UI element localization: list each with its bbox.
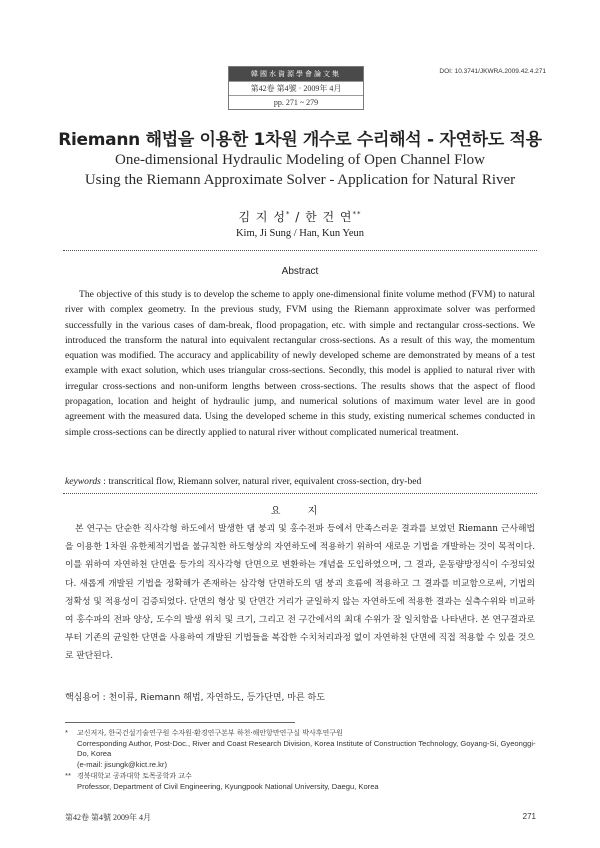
- footnote-2-mark: **: [65, 771, 71, 780]
- author-2-mark: **: [352, 210, 362, 218]
- yoji-heading: 요 지: [270, 506, 330, 517]
- doi: DOI: 10.3741/JKWRA.2009.42.4.271: [439, 68, 546, 75]
- footer-issue: 第42卷 第4號 2009年 4月: [65, 813, 151, 822]
- footnote-1-email: (e-mail: jisungk@kict.re.kr): [77, 759, 167, 769]
- title-english-line1: One-dimensional Hydraulic Modeling of Open Channel Flow: [115, 152, 485, 168]
- title-english-line2: Using the Riemann Approximate Solver - Application for Natural River: [84, 172, 516, 188]
- keywords-label: keywords: [65, 476, 101, 487]
- yoji-text: 본 연구는 단순한 직사각형 하도에서 발생한 댐 붕괴 및 홍수전파 등에서 만족스러운 결과를 보였던 Riemann 근사해법을 이용한 1차원 유한체적기법을 불규칙한 하도형상의 자연하도에 적용하기 위하여 새로운 기법을 개발하는 것이 목적이다. 이를 위하여 자연하천 단면을 등가의 직사각형 단면으로 변환하는 개념을 도입하였으며, 그 결과, 운동량방정식이 수정되었다. 새롭게 개발된 기법을 정확해가 존재하는 삼각형 단면하도의 댐 붕괴 흐름에 적용하고 그 결과를 비교함으로써, 기법의 정확성 및 적용성이 검증되었다. 단면의 형상 및 단면간 거리가 균일하지 않는 자연하도에 적용한 결과는 실측수위와 비교하여 홍수파의 전파 양상, 도수의 발생 위치 및 크기, 그리고 전 구간에서의 최대 수위가 잘 일치함을 나타낸다. 본 연구결과로부터 기존의 균일한 단면을 사용하여 개발된 기법들을 복잡한 수치처리과정 없이 자연하천 단면에 직접 적용할 수 있을 것으로 판단된다.: [65, 524, 535, 662]
- author-1-ko: 김 지 성: [238, 210, 286, 224]
- journal-volume: 第42卷 第4號 · 2009年 4月: [229, 81, 363, 95]
- page-number: 271: [522, 812, 536, 821]
- divider-middle: [63, 493, 537, 494]
- footnote-2-korean: 경북대학교 공과대학 토목공학과 교수: [77, 772, 192, 780]
- author-separator: /: [290, 210, 306, 224]
- footnote-rule: [65, 722, 295, 723]
- abstract-heading: Abstract: [281, 266, 319, 277]
- footnote-1: [65, 728, 545, 770]
- title-korean: Riemann 해법을 이용한 1차원 개수로 수리해석 - 자연하도 적용: [58, 130, 542, 150]
- author-2-ko: 한 건 연: [305, 210, 353, 224]
- journal-name: 韓國水資源學會論文集: [229, 67, 363, 81]
- authors-korean: [0, 208, 600, 225]
- footnote-2-english: Professor, Department of Civil Engineering, Kyungpook National University, Daegu, Korea: [77, 781, 379, 791]
- divider-top: [63, 250, 537, 251]
- footnote-1-korean: 교신저자, 한국건설기술연구원 수자원·환경연구본부 하천·해안항만연구실 박사후연구원: [77, 729, 343, 737]
- keywords-text: : transcritical flow, Riemann solver, natural river, equivalent cross-section, dry-bed: [100, 476, 422, 487]
- footnote-1-mark: *: [65, 728, 68, 737]
- authors-english: Kim, Ji Sung / Han, Kun Yeun: [235, 228, 365, 239]
- keywords-line: [65, 476, 540, 487]
- abstract-text: The objective of this study is to develop the scheme to apply one-dimensional finite volume method (FVM) to natural river with complex geometry. In the previous study, FVM using the Riemann approximate solver was performed successfully in the various cases of dam-break, flood propagation, etc. with simple and rectangular cross-sections. We introduced the transform the natural into equivalent rectangular cross-sections. As a result of this way, the momentum equation was modified. The accuracy and applicability of newly developed scheme are demonstrated by means of a test example with exact solution, which uses triangular cross-sections. Secondly, this model is applied to natural river with irregular cross-sections and non-uniform lengths between cross-sections. The results shows that the aspect of flood propagation, location and height of hydraulic jump, and numerical solutions of maximum water level are in good agreement with the measured data. Using the developed scheme in this study, existing numerical schemes conducted in simple cross-sections can be directly applied to natural river without complicated numerical treatment.: [65, 289, 535, 438]
- footnote-1-english: Corresponding Author, Post-Doc., River and Coast Research Division, Korea Institute of Construction Technology, Goyang-Si, Gyeonggi-Do, Korea: [77, 738, 536, 758]
- journal-pages: pp. 271 ~ 279: [229, 95, 363, 109]
- keywords-korean: 핵심용어 : 천이류, Riemann 해법, 자연하도, 등가단면, 마른 하도: [65, 693, 325, 703]
- footnote-2: [65, 771, 545, 792]
- author-1-mark: *: [285, 210, 291, 218]
- journal-info-box: [228, 66, 364, 110]
